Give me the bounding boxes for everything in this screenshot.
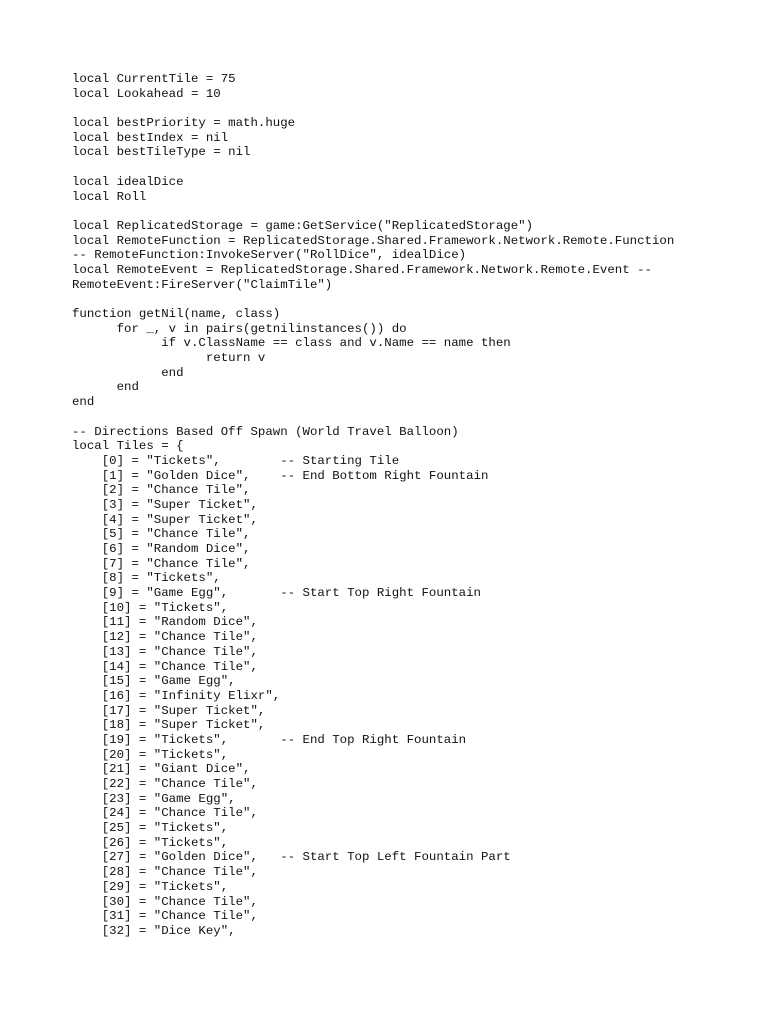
code-line: [9] = "Game Egg", -- Start Top Right Fountain — [72, 586, 481, 601]
code-line: [22] = "Chance Tile", — [72, 777, 258, 791]
code-line: [4] = "Super Ticket", — [72, 512, 258, 527]
code-line: local bestIndex = nil — [72, 130, 229, 145]
code-line: local ReplicatedStorage = game:GetService("ReplicatedStorage") — [72, 218, 534, 233]
code-line: [20] = "Tickets", — [72, 747, 229, 762]
code-line: [28] = "Chance Tile", — [72, 865, 258, 880]
code-line: [16] = "Infinity Elixr", — [72, 688, 281, 703]
code-line: local idealDice — [72, 174, 184, 189]
code-line — [72, 160, 752, 175]
code-line: [8] = "Tickets", — [72, 571, 221, 586]
code-line: [2] = "Chance Tile", — [72, 483, 251, 498]
code-line: local Lookahead = 10 — [72, 86, 221, 101]
code-line: [5] = "Chance Tile", — [72, 527, 251, 542]
code-line: if v.ClassName == class and v.Name == name then — [72, 336, 511, 351]
code-line: [0] = "Tickets", -- Starting Tile — [72, 453, 400, 468]
code-line: local RemoteFunction = ReplicatedStorage.Shared.Framework.Network.Remote.Function — [72, 233, 675, 248]
code-line — [72, 292, 752, 307]
code-line: [7] = "Chance Tile", — [72, 556, 251, 571]
code-line: RemoteEvent:FireServer("ClaimTile") — [72, 277, 333, 292]
code-line: [30] = "Chance Tile", — [72, 894, 258, 909]
code-line: [23] = "Game Egg", — [72, 791, 236, 806]
code-line — [72, 101, 752, 116]
code-line: local RemoteEvent = ReplicatedStorage.Shared.Framework.Network.Remote.Event -- — [72, 262, 652, 277]
code-line: local CurrentTile = 75 — [72, 72, 236, 86]
code-line — [72, 204, 752, 219]
code-line: local Tiles = { — [72, 439, 184, 454]
code-line: [13] = "Chance Tile", — [72, 644, 258, 659]
code-line: [31] = "Chance Tile", — [72, 909, 258, 924]
code-line: [24] = "Chance Tile", — [72, 806, 258, 821]
code-line: [14] = "Chance Tile", — [72, 659, 258, 674]
code-line: end — [72, 395, 95, 410]
code-line: for _, v in pairs(getnilinstances()) do — [72, 321, 407, 336]
code-line — [72, 410, 752, 425]
code-line: [15] = "Game Egg", — [72, 674, 236, 689]
code-line: [3] = "Super Ticket", — [72, 497, 258, 512]
code-line: [19] = "Tickets", -- End Top Right Fountain — [72, 732, 467, 747]
code-line: [10] = "Tickets", — [72, 600, 229, 615]
code-line: local bestTileType = nil — [72, 145, 251, 160]
code-line: [25] = "Tickets", — [72, 821, 229, 836]
code-line: local Roll — [72, 189, 147, 204]
code-line: end — [72, 365, 184, 380]
code-line: [21] = "Giant Dice", — [72, 762, 251, 777]
code-line: [26] = "Tickets", — [72, 835, 229, 850]
code-line: end — [72, 380, 139, 395]
code-line: [1] = "Golden Dice", -- End Bottom Right Fountain — [72, 468, 489, 483]
code-line: [32] = "Dice Key", — [72, 923, 236, 938]
code-line: return v — [72, 351, 266, 366]
code-line: [12] = "Chance Tile", — [72, 630, 258, 645]
code-line: -- Directions Based Off Spawn (World Travel Balloon) — [72, 424, 459, 439]
code-document — [72, 72, 752, 939]
code-line: [6] = "Random Dice", — [72, 542, 251, 556]
code-line: [17] = "Super Ticket", — [72, 703, 266, 718]
code-line: [27] = "Golden Dice", -- Start Top Left Fountain Part — [72, 850, 511, 865]
code-line: function getNil(name, class) — [72, 307, 281, 321]
code-line: local bestPriority = math.huge — [72, 116, 296, 131]
code-line: [18] = "Super Ticket", — [72, 718, 266, 733]
code-line: [29] = "Tickets", — [72, 879, 229, 894]
code-line: [11] = "Random Dice", — [72, 615, 258, 630]
code-line: -- RemoteFunction:InvokeServer("RollDice", idealDice) — [72, 248, 467, 263]
